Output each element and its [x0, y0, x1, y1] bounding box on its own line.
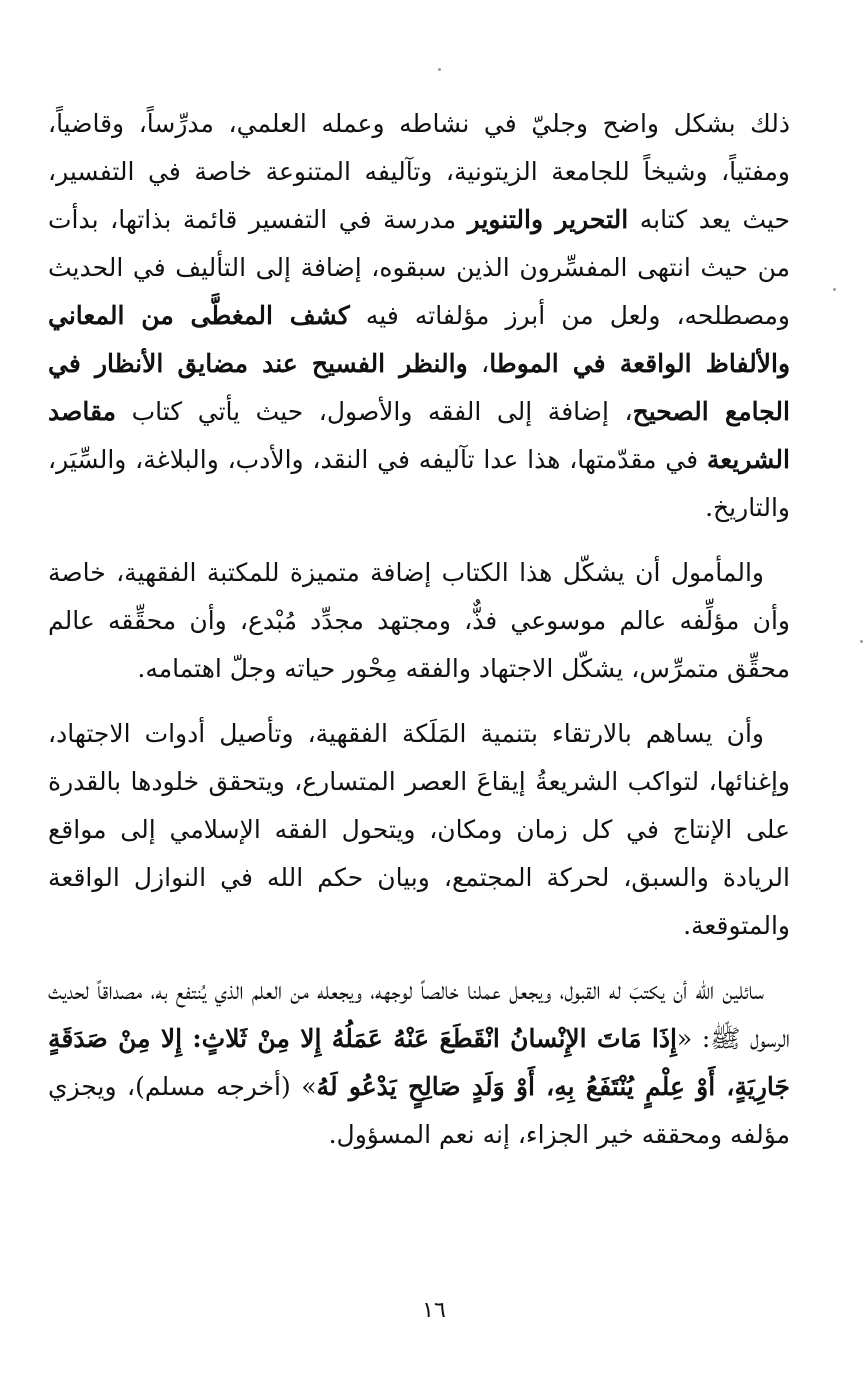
- text-run: » (أخرجه مسلم)، ويجزي مؤلفه ومحققه خير الجزاء، إنه نعم المسؤول.: [48, 1072, 790, 1149]
- margin-speck: [438, 68, 441, 71]
- hadith-quote: إِذَا مَاتَ الإِنْسانُ انْقَطَعَ عَنْهُ عَمَلُهُ إِلا مِنْ ثَلاثٍ: إِلا مِنْ صَدَقَةٍ جَارِيَةٍ، أَوْ عِلْمٍ يُنْتَفَعُ بِهِ، أَوْ وَلَدٍ صَالِحٍ يَدْعُو لَهُ: [48, 1024, 790, 1101]
- paragraph-1: [48, 100, 790, 532]
- text-run: والمأمول أن يشكّل هذا الكتاب إضافة متميزة للمكتبة الفقهية، خاصة وأن مؤلِّفه عالم موسوعي فذٌّ، ومجتهد مجدِّد مُبْدع، وأن محقِّقه عالم محقِّق متمرِّس، يشكّل الاجتهاد والفقه مِحْور حياته وجلّ اهتمامه.: [48, 558, 790, 683]
- page-number: ١٦: [422, 1298, 446, 1323]
- margin-speck: [860, 640, 863, 643]
- paragraph-3: [48, 710, 790, 950]
- text-run: ، إضافة إلى الفقه والأصول، حيث يأتي كتاب: [116, 397, 633, 426]
- book-title-kashf-al-mughatta: كشف المغطَّى من المعاني والألفاظ الواقعة في الموطا: [48, 301, 791, 378]
- text-run: ،: [467, 349, 490, 378]
- book-title-tahrir-wa-tanwir: التحرير والتنوير: [467, 205, 629, 234]
- margin-speck: [833, 288, 836, 291]
- text-run: مدرسة في التفسير قائمة بذاتها، بدأت من حيث انتهى المفسِّرون الذين سبقوه، إضافة إلى التأليف في الحديث ومصطلحه، ولعل من أبرز مؤلفاته فيه: [48, 205, 790, 330]
- text-run: ذلك بشكل واضح وجليّ في نشاطه وعمله العلمي، مدرِّساً، وقاضياً، ومفتياً، وشيخاً للجامعة الزيتونية، وتآليفه المتنوعة خاصة في التفسير، حيث يعد كتابه: [48, 109, 791, 234]
- book-title-al-nazar-al-fasih: والنظر الفسيح عند مضايق الأنظار في الجامع الصحيح: [48, 349, 790, 426]
- text-run: وأن يساهم بالارتقاء بتنمية المَلَكة الفقهية، وتأصيل أدوات الاجتهاد، وإغنائها، لتواكب الشريعةُ إيقاعَ العصر المتسارع، ويتحقق خلودها بالقدرة على الإنتاج في كل زمان ومكان، ويتحول الفقه الإسلامي إلى مواقع الريادة والسبق، لحركة المجتمع، وبيان حكم الله في النوازل الواقعة والمتوقعة.: [48, 719, 791, 940]
- body-text: [48, 100, 790, 1159]
- text-run: سائلين الله أن يكتبَ له القبول، ويجعل عملنا خالصاً لوجهه، ويجعله من العلم الذي يُنتفع به، مصداقاً لحديث الرسول ﷺ: «: [48, 976, 790, 1053]
- paragraph-4: [48, 967, 790, 1159]
- book-title-maqasid-al-sharia: مقاصد الشريعة: [48, 397, 790, 474]
- text-run: في مقدّمتها، هذا عدا تآليفه في النقد، والأدب، والبلاغة، والسِّيَر، والتاريخ.: [48, 445, 790, 522]
- paragraph-2: [48, 549, 790, 693]
